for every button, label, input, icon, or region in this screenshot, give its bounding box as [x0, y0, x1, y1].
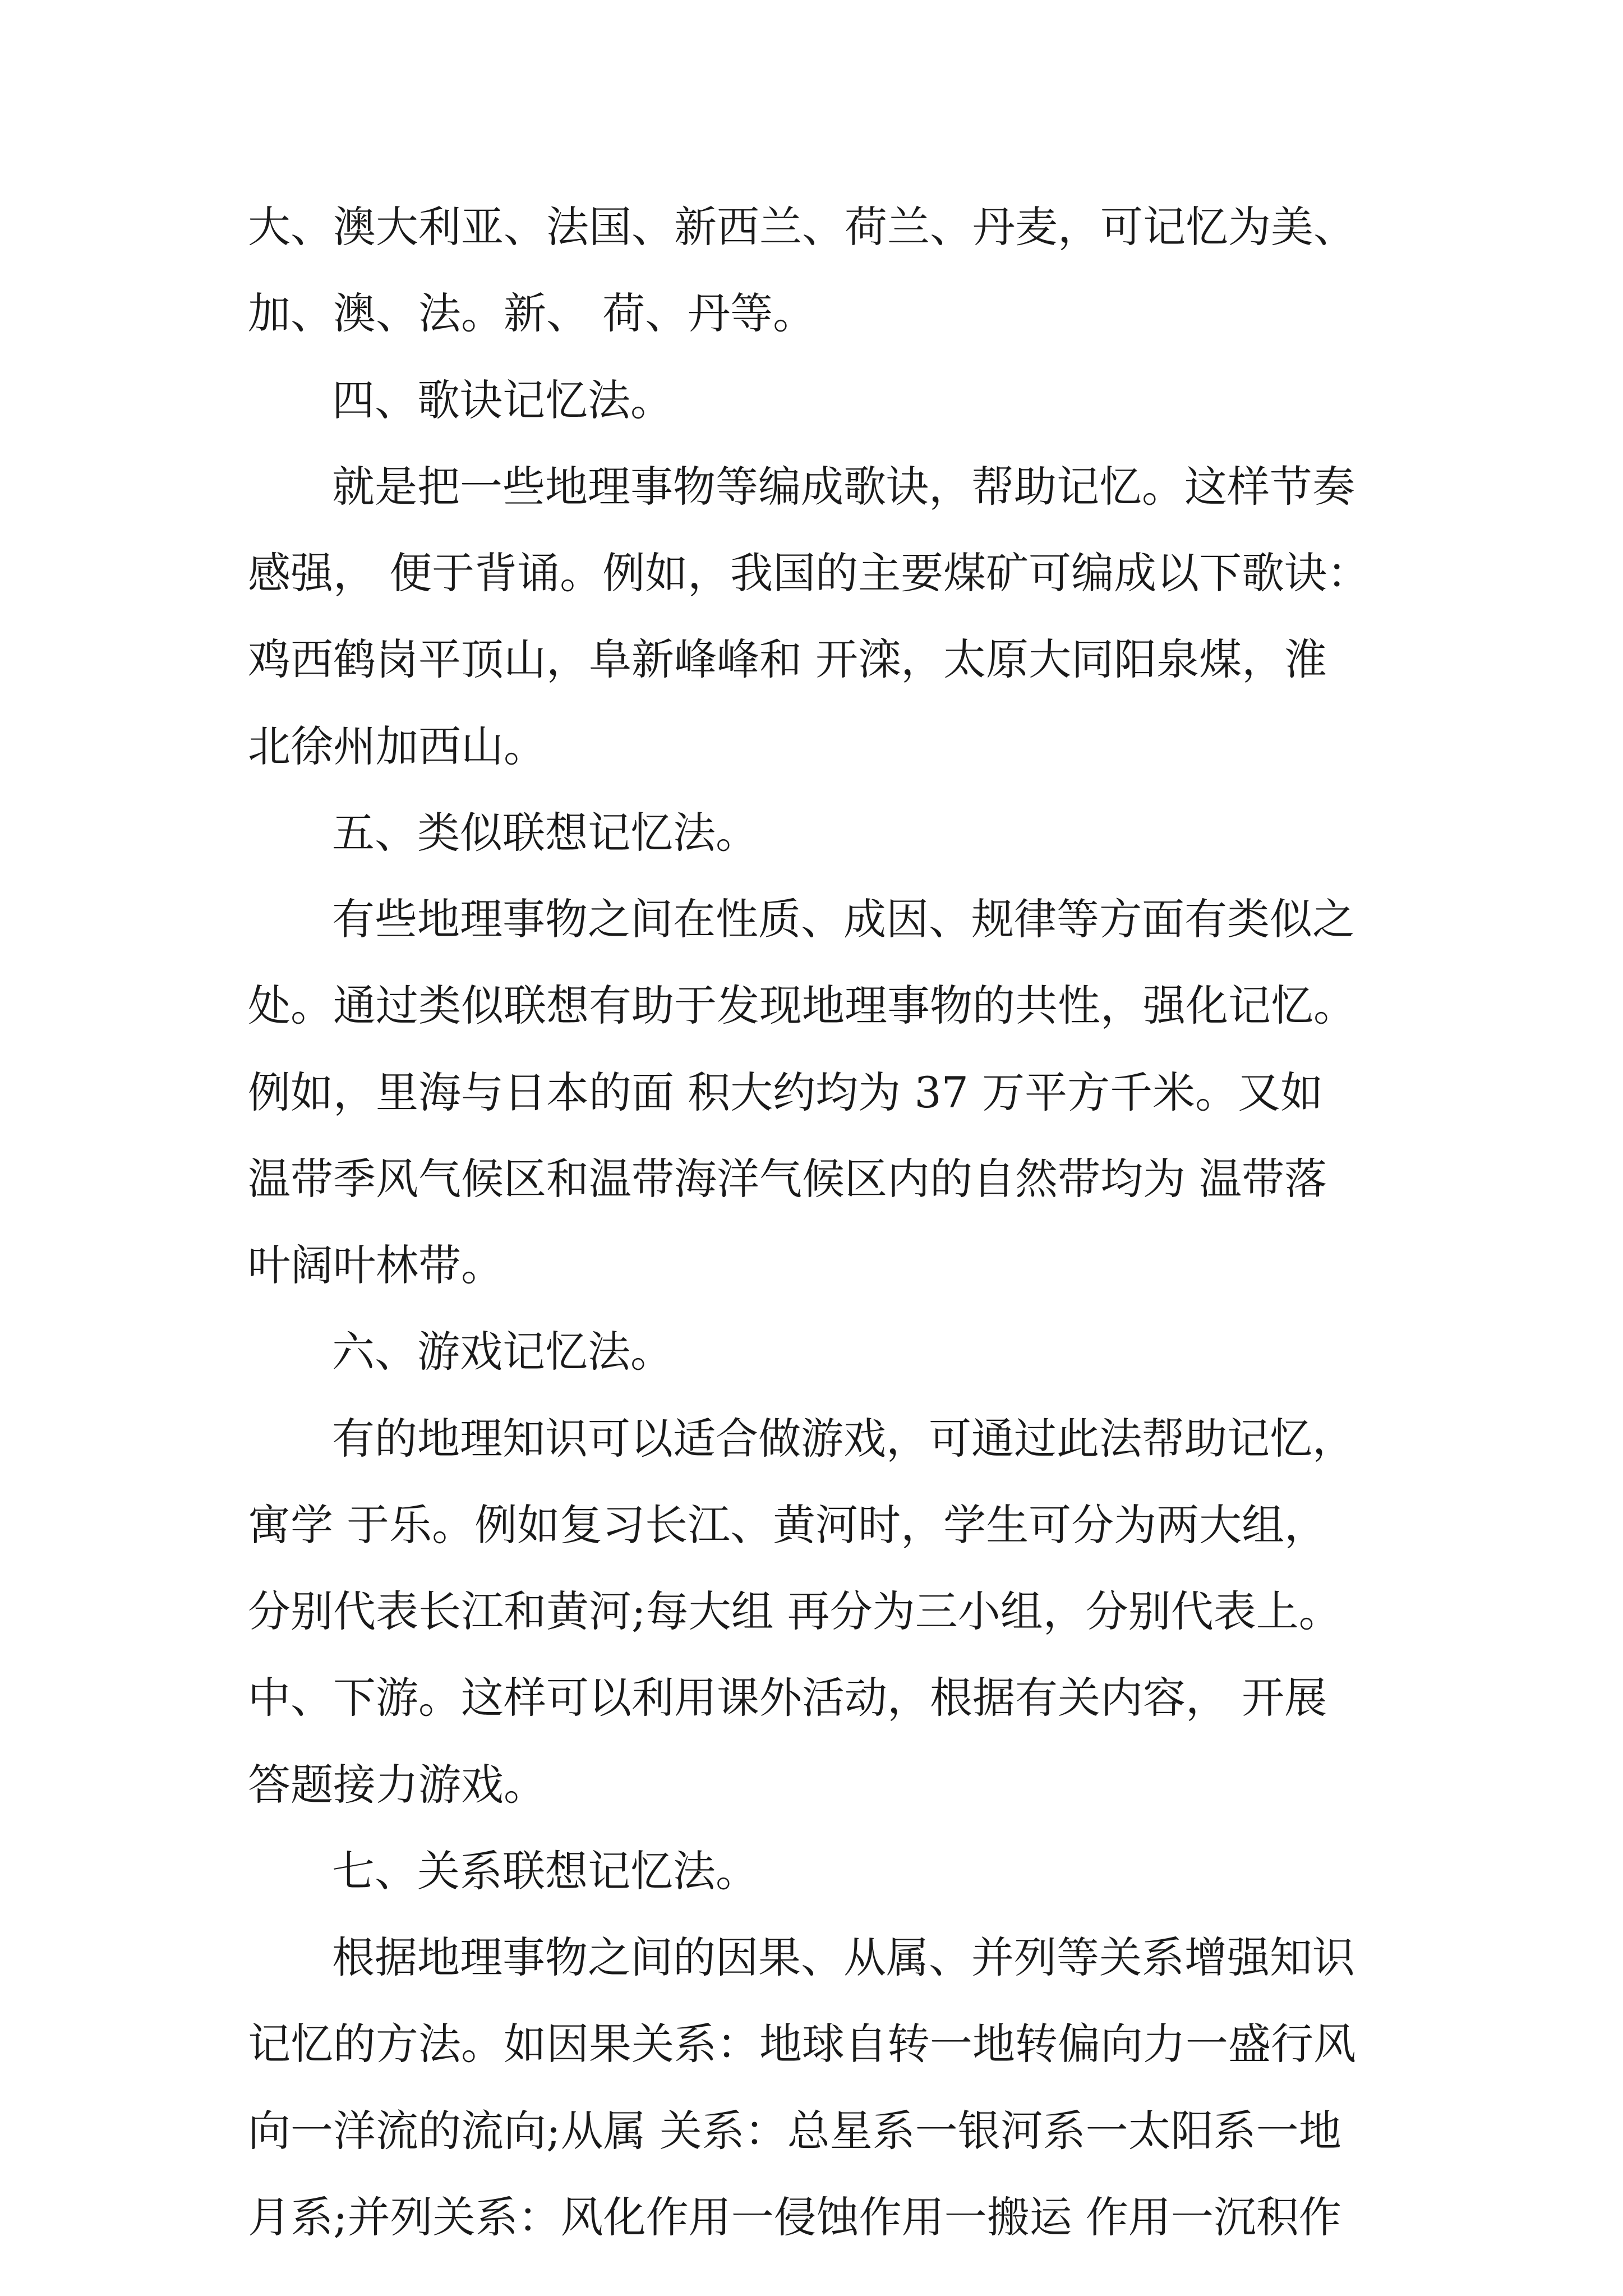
text-line: 处。通过类似联想有助于发现地理事物的共性，强化记忆。 — [248, 981, 1356, 1031]
text-line: 答题接力游戏。 — [248, 1759, 546, 1810]
text-line: 加、澳、法。新、 荷、丹等。 — [248, 288, 816, 339]
text-line: 感强， 便于背诵。例如，我国的主要煤矿可编成以下歌诀： — [248, 548, 1370, 599]
text-line: 鸡西鹤岗平顶山，阜新峰峰和 开滦，太原大同阳泉煤，淮 — [248, 634, 1327, 685]
text-line: 记忆的方法。如因果关系：地球自转一地转偏向力一盛行风 — [248, 2019, 1356, 2069]
text-line: 分别代表长江和黄河;每大组 再分为三小组，分别代表上。 — [248, 1586, 1341, 1637]
section-heading: 五、类似联想记忆法。 — [332, 807, 758, 858]
text-line: 叶阔叶林带。 — [248, 1240, 504, 1291]
text-line: 温带季风气候区和温带海洋气候区内的自然带均为 温带落 — [248, 1153, 1327, 1204]
text-line: 例如，里海与日本的面 积大约均为 37 万平方千米。又如 — [248, 1067, 1324, 1117]
text-line: 中、下游。这样可以利用课外活动，根据有关内容， 开展 — [248, 1673, 1327, 1723]
text-line: 向一洋流的流向;从属 关系：总星系一银河系一太阳系一地 — [248, 2105, 1341, 2156]
text-line: 有的地理知识可以适合做游戏，可通过此法帮助记忆， — [332, 1413, 1355, 1464]
text-line: 有些地理事物之间在性质、成因、规律等方面有类似之 — [332, 894, 1355, 945]
section-heading: 七、关系联想记忆法。 — [332, 1846, 758, 1896]
text-line: 根据地理事物之间的因果、从属、并列等关系增强知识 — [332, 1932, 1355, 1983]
section-heading: 六、游戏记忆法。 — [332, 1327, 673, 1377]
text-line: 大、澳大利亚、法国、新西兰、荷兰、丹麦，可记忆为美、 — [248, 202, 1356, 252]
section-heading: 四、歌诀记忆法。 — [332, 375, 673, 425]
text-line: 月系;并列关系：风化作用一侵蚀作用一搬运 作用一沉积作 — [248, 2192, 1341, 2242]
text-line: 就是把一些地理事物等编成歌诀，帮助记忆。这样节奏 — [332, 461, 1355, 512]
text-line: 北徐州加西山。 — [248, 721, 546, 771]
text-line: 寓学 于乐。例如复习长江、黄河时，学生可分为两大组， — [248, 1499, 1327, 1550]
